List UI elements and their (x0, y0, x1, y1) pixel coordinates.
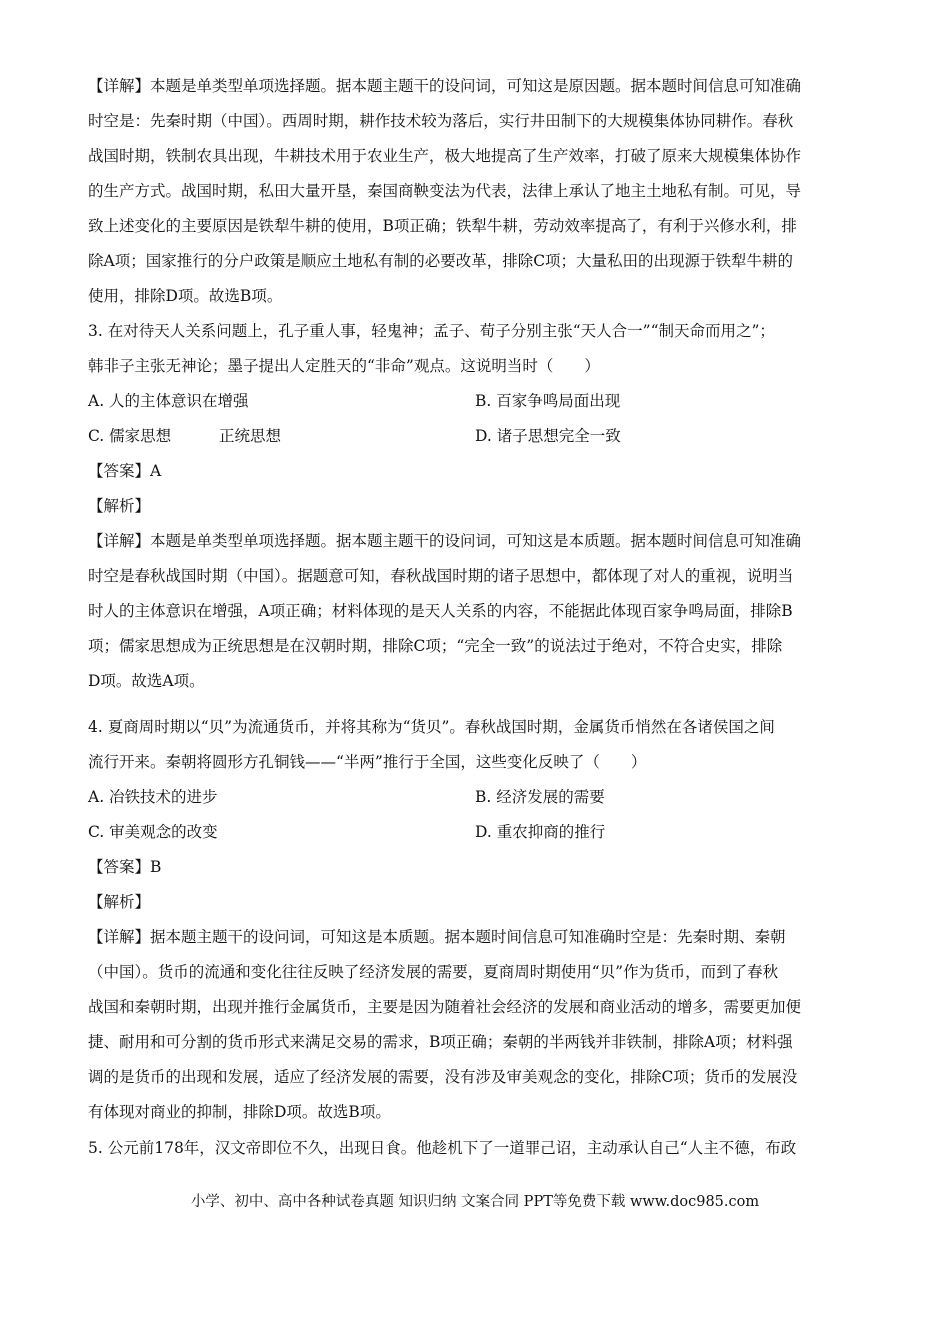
q3-option-a: A. 人的主体意识在增强 (88, 392, 249, 410)
intro-line-7: 使用，排除D项。故选B项。 (88, 287, 283, 305)
intro-line-6: 除A项；国家推行的分户政策是顺应土地私有制的必要改革，排除C项；大量私田的出现源于铁犁牛耕的 (88, 252, 794, 270)
q3-analysis-line-2: 时空是春秋战国时期（中国）。据题意可知，春秋战国时期的诸子思想中，都体现了对人的重视，说明当 (88, 567, 794, 585)
intro-line-4: 的生产方式。战国时期，私田大量开垦，秦国商鞅变法为代表，法律上承认了地主土地私有制。可见，导 (88, 182, 802, 200)
q4-analysis-line-1: 【详解】据本题主题干的设问词，可知这是本质题。据本题时间信息可知准确时空是：先秦时期、秦朝 (88, 928, 786, 946)
q3-stem-line-1: 3. 在对待天人关系问题上，孔子重人事，轻鬼神；孟子、荀子分别主张“天人合一”“制天命而用之”； (88, 322, 775, 340)
q3-analysis-line-4: 项；儒家思想成为正统思想是在汉朝时期，排除C项；“完全一致”的说法过于绝对，不符合史实，排除 (88, 637, 783, 655)
page-footer: 小学、初中、高中各种试卷真题 知识归纳 文案合同 PPT等免费下载 www.doc985.com (190, 1194, 760, 1210)
q4-stem-line-1: 4. 夏商周时期以“贝”为流通货币，并将其称为“货贝”。春秋战国时期，金属货币悄然在各诸侯国之间 (88, 718, 775, 736)
q3-analysis-label: 【解析】 (88, 497, 151, 515)
q4-stem-line-2: 流行开来。秦朝将圆形方孔铜钱——“半两”推行于全国，这些变化反映了（ ） (88, 753, 647, 771)
q3-analysis-line-3: 时人的主体意识在增强，A项正确；材料体现的是天人关系的内容，不能据此体现百家争鸣局面，排除B (88, 602, 793, 620)
q3-option-b: B. 百家争鸣局面出现 (475, 392, 621, 410)
q3-answer: 【答案】A (88, 462, 162, 480)
q4-option-c: C. 审美观念的改变 (88, 823, 218, 841)
q4-option-d: D. 重农抑商的推行 (475, 823, 606, 841)
q3-analysis-line-5: D项。故选A项。 (88, 672, 205, 690)
intro-line-2: 时空是：先秦时期（中国）。西周时期，耕作技术较为落后，实行井田制下的大规模集体协同耕作。春秋 (88, 112, 794, 130)
q4-analysis-line-2: （中国）。货币的流通和变化往往反映了经济发展的需要，夏商周时期使用“贝”作为货币，而到了春秋 (88, 963, 779, 981)
q3-stem-line-2: 韩非子主张无神论；墨子提出人定胜天的“非命”观点。这说明当时（ ） (88, 357, 600, 375)
q3-option-c-tail: 正统思想 (219, 427, 282, 445)
intro-line-3: 战国时期，铁制农具出现，牛耕技术用于农业生产，极大地提高了生产效率，打破了原来大规模集体协作 (88, 147, 802, 165)
q3-option-d: D. 诸子思想完全一致 (475, 427, 621, 445)
q3-option-c: C. 儒家思想 (88, 427, 172, 445)
q3-analysis-line-1: 【详解】本题是单类型单项选择题。据本题主题干的设问词，可知这是本质题。据本题时间信息可知准确 (88, 532, 802, 550)
q5-stem-line-1: 5. 公元前178年，汉文帝即位不久，出现日食。他趁机下了一道罪己诏，主动承认自己“人主不德，布政 (88, 1139, 797, 1157)
q4-analysis-line-3: 战国和秦朝时期，出现并推行金属货币，主要是因为随着社会经济的发展和商业活动的增多，需要更加便 (88, 998, 802, 1016)
q4-analysis-line-5: 调的是货币的出现和发展，适应了经济发展的需要，没有涉及审美观念的变化，排除C项；货币的发展没 (88, 1068, 798, 1086)
q4-analysis-line-4: 捷、耐用和可分割的货币形式来满足交易的需求，B项正确；秦朝的半两钱并非铁制，排除A项；材料强 (88, 1033, 793, 1051)
q4-answer: 【答案】B (88, 858, 162, 876)
q4-option-a: A. 冶铁技术的进步 (88, 788, 218, 806)
q4-option-b: B. 经济发展的需要 (475, 788, 605, 806)
intro-line-5: 致上述变化的主要原因是铁犁牛耕的使用，B项正确；铁犁牛耕，劳动效率提高了，有利于兴修水利，排 (88, 217, 797, 235)
q4-analysis-line-6: 有体现对商业的抑制，排除D项。故选B项。 (88, 1103, 391, 1121)
intro-line-1: 【详解】本题是单类型单项选择题。据本题主题干的设问词，可知这是原因题。据本题时间信息可知准确 (88, 77, 802, 95)
q4-analysis-label: 【解析】 (88, 893, 151, 911)
